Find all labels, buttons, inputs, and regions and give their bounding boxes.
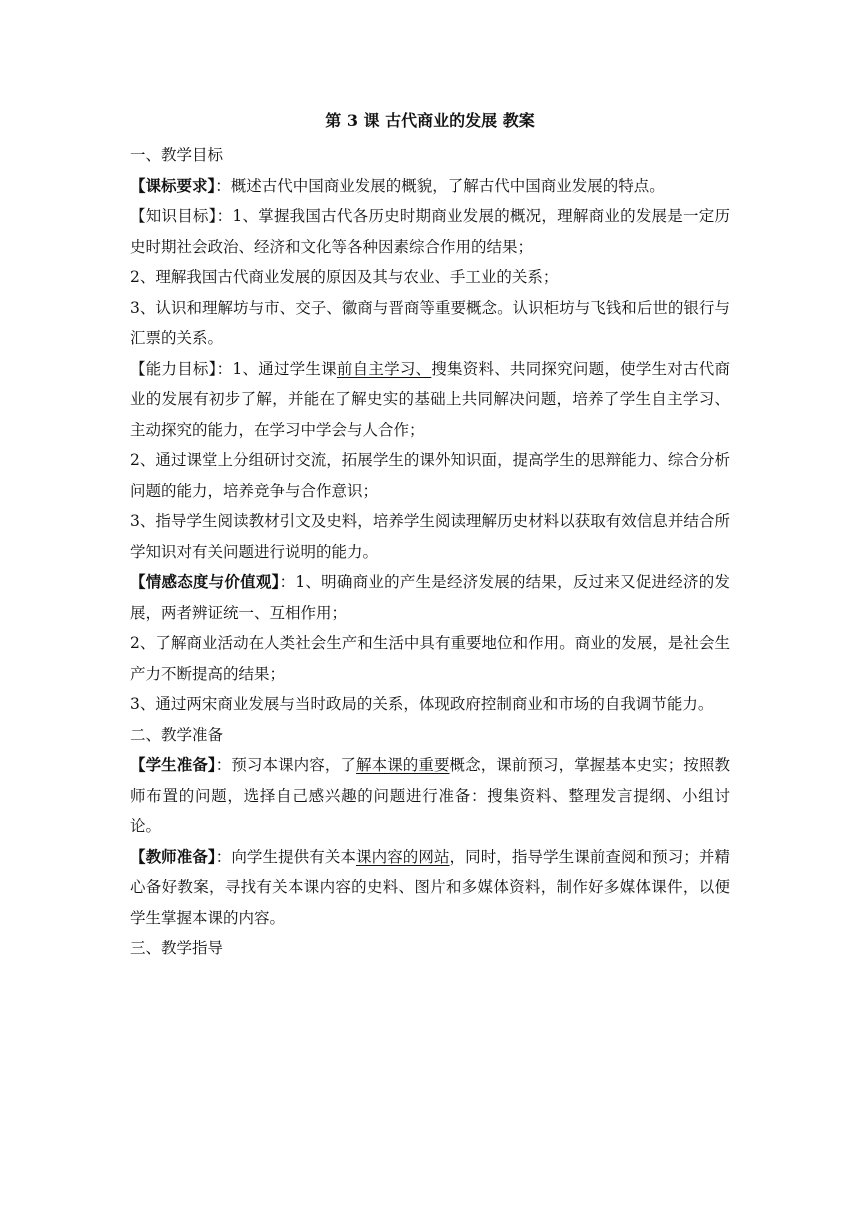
- text-knowledge-1: ：1、掌握我国古代各历史时期商业发展的概况，理解商业的发展是一定历史时期社会政治、经济和文化等各种因素综合作用的结果；: [130, 207, 730, 256]
- text-student-a: ：预习本课内容，了: [215, 756, 357, 774]
- text-teacher-a: ：向学生提供有关本: [215, 847, 357, 866]
- paragraph-knowledge-3: 3、认识和理解坊与市、交子、徽商与晋商等重要概念。认识柜坊与飞钱和后世的银行与汇票的关系。: [130, 298, 730, 347]
- paragraph-teacher-preparation: [130, 842, 730, 934]
- text-student-b: 概念，课前预习，掌握基本史实；按照教师布置的问题，选择自己感兴趣的问题进行准备：搜集资料、整理发言提纲、小组讨论。: [130, 756, 730, 835]
- label-emotion-values: 【情感态度与价值观】: [130, 572, 280, 591]
- label-ability-objective: 【能力目标】: [130, 359, 217, 378]
- text-ability-1-underlined: 前自主学习、: [336, 359, 432, 378]
- section-heading-objectives: 一、教学目标: [130, 146, 224, 164]
- document-body: [130, 106, 730, 964]
- paragraph-ability-1: [130, 354, 730, 446]
- paragraph-emotion-1: [130, 567, 730, 628]
- text-curriculum-requirement: ：概述古代中国商业发展的概貌，了解古代中国商业发展的特点。: [215, 176, 665, 195]
- paragraph-curriculum-requirement: [130, 171, 730, 202]
- paragraph-knowledge-1: [130, 201, 730, 262]
- paragraph-knowledge-2: 2、理解我国古代商业发展的原因及其与农业、手工业的关系；: [130, 268, 559, 286]
- text-emotion-1: ：1、明确商业的产生是经济发展的结果，反过来又促进经济的发展，两者辨证统一、互相作用；: [130, 573, 730, 622]
- paragraph-ability-3: 3、指导学生阅读教材引文及史料，培养学生阅读理解历史材料以获取有效信息并结合所学知识对有关问题进行说明的能力。: [130, 512, 730, 561]
- text-student-underlined: 解本课的重要: [356, 756, 450, 774]
- label-teacher-preparation: 【教师准备】: [130, 846, 216, 866]
- label-knowledge-objective: 【知识目标】: [130, 207, 217, 225]
- paragraph-ability-2: 2、通过课堂上分组研讨交流，拓展学生的课外知识面，提高学生的思辩能力、综合分析问题的能力，培养竞争与合作意识；: [130, 451, 730, 500]
- paragraph-emotion-3: 3、通过两宋商业发展与当时政局的关系，体现政府控制商业和市场的自我调节能力。: [130, 695, 714, 713]
- text-ability-1a: ：1、通过学生课: [216, 359, 337, 378]
- paragraph-emotion-2: 2、了解商业活动在人类社会生产和生活中具有重要地位和作用。商业的发展，是社会生产力不断提高的结果；: [130, 634, 730, 683]
- label-curriculum-requirement: 【课标要求】: [130, 175, 216, 195]
- text-teacher-underlined: 课内容的网站: [356, 847, 450, 866]
- text-teacher-b: ，同时，指导学生课前查阅和预习；并精心备好教案，寻找有关本课内容的史料、图片和多媒体资料，制作好多媒体课件，以便学生掌握本课的内容。: [130, 847, 730, 927]
- label-student-preparation: 【学生准备】: [130, 755, 216, 774]
- text-ability-1b: 搜集资料、共同探究问题，使学生对古代商业的发展有初步了解，并能在了解史实的基础上共同解决问题，培养了学生自主学习、主动探究的能力，在学习中学会与人合作；: [130, 359, 730, 439]
- paragraph-student-preparation: [130, 750, 730, 842]
- section-heading-preparation: 二、教学准备: [130, 725, 224, 744]
- section-heading-guidance: 三、教学指导: [130, 939, 224, 957]
- document-title: 第 3 课 古代商业的发展 教案: [325, 111, 535, 130]
